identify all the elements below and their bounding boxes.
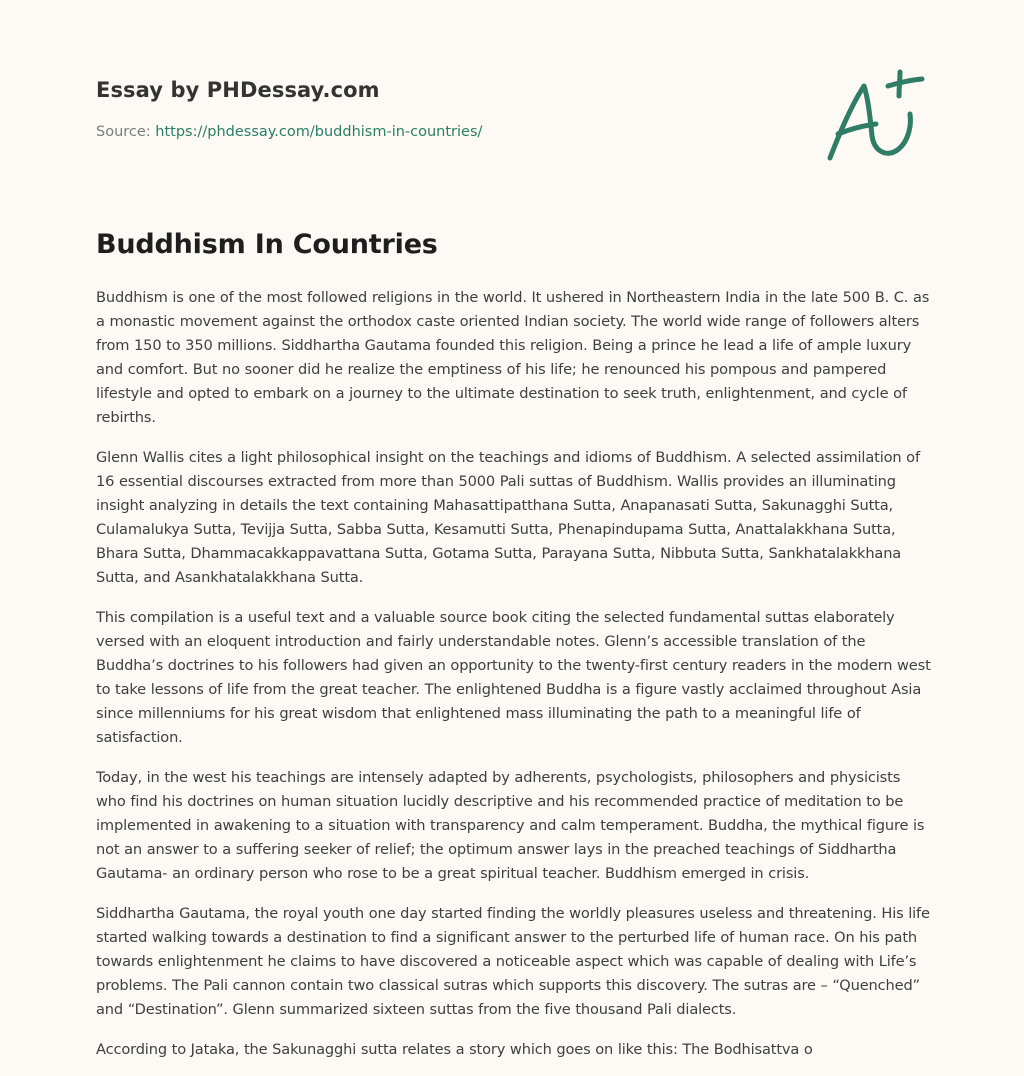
- essay-paragraph: According to Jataka, the Sakunagghi sutta relates a story which goes on like this: The Bodhisattva o: [96, 1041, 813, 1058]
- essay-paragraph: Today, in the west his teachings are intensely adapted by adherents, psychologists, philosophers and physicists who find his doctrines on human situation lucidly descriptive and his recommended practice of meditation to be implemented in awakening to a situation with transparency and calm temperament. Buddha, the mythical figure is not an answer to a suffering seeker of relief; the optimum answer lays in the preached teachings of Siddhartha Gautama- an ordinary person who rose to be a great spiritual teacher. Buddhism emerged in crisis.: [96, 769, 925, 882]
- essay-body: [96, 286, 932, 1062]
- essay-paragraph: This compilation is a useful text and a valuable source book citing the selected fundamental suttas elaborately versed with an eloquent introduction and fairly understandable notes. Glenn’s accessible translation of the Buddha’s doctrines to his followers had given an opportunity to the twenty-first century readers in the modern west to take lessons of life from the great teacher. The enlightened Buddha is a figure vastly acclaimed throughout Asia since millenniums for his great wisdom that enlightened mass illuminating the path to a meaningful life of satisfaction.: [96, 609, 931, 746]
- site-title: Essay by PHDessay.com: [96, 78, 380, 102]
- essay-paragraph: Glenn Wallis cites a light philosophical insight on the teachings and idioms of Buddhism. A selected assimilation of 16 essential discourses extracted from more than 5000 Pali suttas of Buddhism. Wallis provides an illuminating insight analyzing in details the text containing Mahasattipatthana Sutta, Anapanasati Sutta, Sakunagghi Sutta, Culamalukya Sutta, Tevijja Sutta, Sabba Sutta, Kesamutti Sutta, Phenapindupama Sutta, Anattalakkhana Sutta, Bhara Sutta, Dhammacakkappavattana Sutta, Gotama Sutta, Parayana Sutta, Nibbuta Sutta, Sankhatalakkhana Sutta, and Asankhatalakkhana Sutta.: [96, 449, 920, 586]
- source-label: Source:: [96, 124, 151, 140]
- source-line: [96, 122, 936, 142]
- essay-content: [96, 226, 932, 1076]
- essay-paragraph: Buddhism is one of the most followed religions in the world. It ushered in Northeastern India in the late 500 B. C. as a monastic movement against the orthodox caste oriented Indian society. The world wide range of followers alters from 150 to 350 millions. Siddhartha Gautama founded this religion. Being a prince he lead a life of ample luxury and comfort. But no sooner did he realize the emptiness of his life; he renounced his pompous and pampered lifestyle and opted to embark on a journey to the ultimate destination to seek truth, enlightenment, and cycle of rebirths.: [96, 289, 930, 426]
- essay-title: Buddhism In Countries: [96, 229, 438, 260]
- source-link[interactable]: https://phdessay.com/buddhism-in-countries/: [155, 124, 483, 140]
- essay-paragraph: Siddhartha Gautama, the royal youth one day started finding the worldly pleasures useless and threatening. His life started walking towards a destination to find a significant answer to the perturbed life of human race. On his path towards enlightenment he claims to have discovered a noticeable aspect which was capable of dealing with Life’s problems. The Pali cannon contain two classical sutras which supports this discovery. The sutras are – “Quenched” and “Destination”. Glenn summarized sixteen suttas from the five thousand Pali dialects.: [96, 905, 930, 1018]
- page-header: [96, 76, 936, 142]
- a-plus-grade-icon: [818, 64, 930, 168]
